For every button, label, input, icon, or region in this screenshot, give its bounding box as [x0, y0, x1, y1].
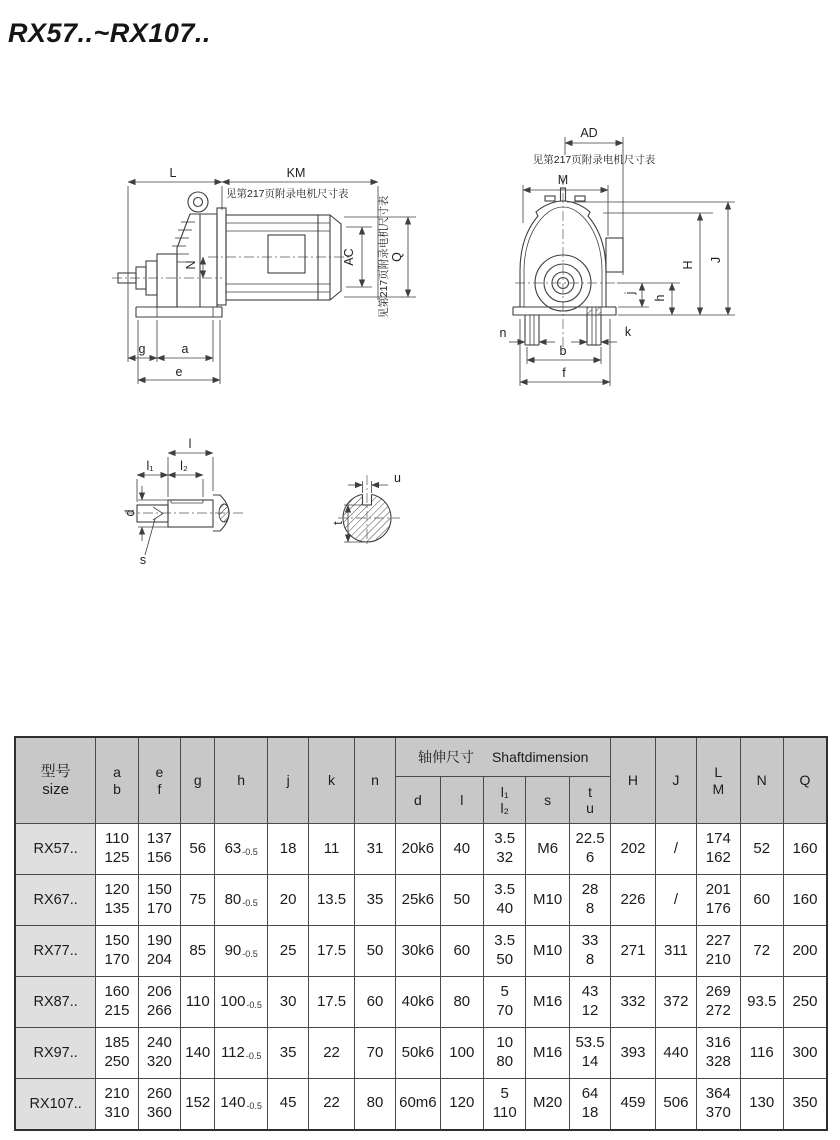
dim-label-AC: AC	[342, 248, 356, 266]
cell-ab: 210 310	[96, 1079, 138, 1130]
cell-d: 40k6	[396, 977, 440, 1028]
cell-l12: 3.5 40	[484, 875, 526, 926]
cell-N: 116	[740, 1028, 783, 1079]
cell-d: 60m6	[396, 1079, 440, 1130]
cell-ef: 260 360	[138, 1079, 180, 1130]
cell-g: 140	[181, 1028, 215, 1079]
shaft-section-drawing	[330, 465, 440, 575]
cell-H: 459	[611, 1079, 655, 1130]
dim-label-s: s	[139, 553, 147, 567]
cell-ef: 190 204	[138, 926, 180, 977]
header-ef: e f	[138, 737, 180, 824]
cell-N: 72	[740, 926, 783, 977]
header-l: l	[440, 777, 483, 824]
cell-g: 152	[181, 1079, 215, 1130]
cell-tu: 22.5 6	[569, 824, 610, 875]
cell-j: 30	[267, 977, 308, 1028]
cell-h: 100-0.5	[215, 977, 268, 1028]
cell-n: 35	[354, 875, 395, 926]
cell-LM: 269 272	[697, 977, 740, 1028]
cell-model: RX57..	[15, 824, 96, 875]
header-s: s	[526, 777, 569, 824]
table-row	[15, 875, 827, 926]
cell-Q: 350	[783, 1079, 827, 1130]
cell-J: 440	[655, 1028, 696, 1079]
cell-s: M16	[526, 1028, 569, 1079]
header-model: 型号 size	[15, 737, 96, 824]
cell-Q: 200	[783, 926, 827, 977]
page-title: RX57..~RX107..	[8, 18, 211, 48]
cell-s: M16	[526, 977, 569, 1028]
cell-ef: 150 170	[138, 875, 180, 926]
header-k: k	[309, 737, 354, 824]
cell-j: 25	[267, 926, 308, 977]
cell-ef: 137 156	[138, 824, 180, 875]
dim-label-l: l	[188, 437, 192, 451]
dim-label-g: g	[138, 342, 146, 356]
cell-N: 93.5	[740, 977, 783, 1028]
cell-LM: 201 176	[697, 875, 740, 926]
header-h: h	[215, 737, 268, 824]
cell-j: 20	[267, 875, 308, 926]
motor-note: 见第217页附录电机尺寸表	[226, 188, 349, 200]
header-l1l2: l₁ l₂	[484, 777, 526, 824]
header-d: d	[396, 777, 440, 824]
cell-ab: 150 170	[96, 926, 138, 977]
cell-H: 332	[611, 977, 655, 1028]
cell-J: 506	[655, 1079, 696, 1130]
side-view-drawing	[100, 150, 460, 410]
cell-J: /	[655, 824, 696, 875]
cell-g: 110	[181, 977, 215, 1028]
cell-l: 40	[440, 824, 483, 875]
cell-ab: 160 215	[96, 977, 138, 1028]
cell-H: 393	[611, 1028, 655, 1079]
dimension-table	[14, 736, 828, 1131]
header-N: N	[740, 737, 783, 824]
cell-LM: 227 210	[697, 926, 740, 977]
cell-s: M6	[526, 824, 569, 875]
cell-n: 60	[354, 977, 395, 1028]
cell-LM: 174 162	[697, 824, 740, 875]
cell-s: M10	[526, 926, 569, 977]
cell-l: 120	[440, 1079, 483, 1130]
cell-h: 80-0.5	[215, 875, 268, 926]
cell-h: 90-0.5	[215, 926, 268, 977]
motor-note-front: 见第217页附录电机尺寸表	[532, 154, 656, 166]
front-view-drawing	[475, 115, 795, 405]
cell-k: 17.5	[309, 926, 354, 977]
dim-label-t: t	[331, 521, 345, 525]
dim-label-AD: AD	[580, 126, 598, 140]
dim-label-b: b	[559, 344, 567, 358]
dim-label-f: f	[562, 366, 566, 380]
cell-tu: 28 8	[569, 875, 610, 926]
header-LM: L M	[697, 737, 740, 824]
header-shaft-dimension: 轴伸尺寸 Shaftdimension	[396, 737, 611, 777]
cell-l12: 3.5 50	[484, 926, 526, 977]
cell-g: 75	[181, 875, 215, 926]
table-row	[15, 824, 827, 875]
cell-ef: 206 266	[138, 977, 180, 1028]
cell-N: 60	[740, 875, 783, 926]
side-boss	[606, 238, 623, 272]
dim-label-Q: Q	[390, 252, 404, 262]
cell-h: 63-0.5	[215, 824, 268, 875]
dim-label-e: e	[175, 365, 183, 379]
cell-k: 17.5	[309, 977, 354, 1028]
cell-k: 22	[309, 1028, 354, 1079]
dim-label-d: d	[123, 509, 137, 517]
dim-label-L: L	[169, 166, 177, 180]
cell-Q: 300	[783, 1028, 827, 1079]
cell-model: RX87..	[15, 977, 96, 1028]
cell-n: 70	[354, 1028, 395, 1079]
cell-H: 271	[611, 926, 655, 977]
cell-ef: 240 320	[138, 1028, 180, 1079]
cell-tu: 64 18	[569, 1079, 610, 1130]
cell-tu: 43 12	[569, 977, 610, 1028]
dim-label-n: n	[499, 326, 507, 340]
cell-model: RX107..	[15, 1079, 96, 1130]
terminal-box	[268, 235, 305, 273]
cell-H: 226	[611, 875, 655, 926]
dim-label-a: a	[181, 342, 189, 356]
dim-label-l2: l₂	[180, 459, 188, 473]
cell-l12: 5 110	[484, 1079, 526, 1130]
cell-tu: 33 8	[569, 926, 610, 977]
cell-k: 13.5	[309, 875, 354, 926]
cell-n: 80	[354, 1079, 395, 1130]
header-j: j	[267, 737, 308, 824]
cell-d: 25k6	[396, 875, 440, 926]
cell-Q: 160	[783, 824, 827, 875]
cell-d: 50k6	[396, 1028, 440, 1079]
cell-J: 372	[655, 977, 696, 1028]
header-n: n	[354, 737, 395, 824]
cell-d: 20k6	[396, 824, 440, 875]
cell-J: 311	[655, 926, 696, 977]
cell-ab: 185 250	[96, 1028, 138, 1079]
cell-model: RX77..	[15, 926, 96, 977]
cell-ab: 120 135	[96, 875, 138, 926]
cell-n: 31	[354, 824, 395, 875]
dim-label-M: M	[557, 173, 569, 187]
cell-h: 112-0.5	[215, 1028, 268, 1079]
header-ab: a b	[96, 737, 138, 824]
cell-j: 35	[267, 1028, 308, 1079]
dim-label-H: H	[681, 260, 695, 270]
dim-label-N: N	[184, 260, 198, 270]
cell-Q: 250	[783, 977, 827, 1028]
cell-k: 22	[309, 1079, 354, 1130]
eyebolt	[188, 192, 208, 212]
header-Q: Q	[783, 737, 827, 824]
cell-LM: 316 328	[697, 1028, 740, 1079]
header-J: J	[655, 737, 696, 824]
cell-LM: 364 370	[697, 1079, 740, 1130]
cell-l: 80	[440, 977, 483, 1028]
table-row	[15, 926, 827, 977]
cell-l: 60	[440, 926, 483, 977]
cell-g: 85	[181, 926, 215, 977]
header-g: g	[181, 737, 215, 824]
cell-k: 11	[309, 824, 354, 875]
cell-model: RX67..	[15, 875, 96, 926]
cell-J: /	[655, 875, 696, 926]
dim-label-l1: l₁	[146, 459, 154, 473]
cell-model: RX97..	[15, 1028, 96, 1079]
dim-label-u: u	[394, 471, 401, 485]
cell-h: 140-0.5	[215, 1079, 268, 1130]
cell-n: 50	[354, 926, 395, 977]
dim-label-h: h	[653, 294, 667, 302]
cell-N: 130	[740, 1079, 783, 1130]
dim-label-KM: KM	[286, 166, 306, 180]
header-H: H	[611, 737, 655, 824]
cell-l12: 10 80	[484, 1028, 526, 1079]
dim-label-J: J	[709, 256, 723, 264]
cell-ab: 110 125	[96, 824, 138, 875]
cell-d: 30k6	[396, 926, 440, 977]
cell-Q: 160	[783, 875, 827, 926]
cell-l: 50	[440, 875, 483, 926]
dim-label-j: j	[623, 291, 637, 295]
cell-s: M20	[526, 1079, 569, 1130]
shaft-detail-drawing	[105, 425, 335, 585]
cell-l: 100	[440, 1028, 483, 1079]
cell-j: 45	[267, 1079, 308, 1130]
header-tu: t u	[569, 777, 610, 824]
cell-N: 52	[740, 824, 783, 875]
motor-note-vertical: 见第217页附录电机尺寸表	[378, 195, 390, 319]
cell-l12: 3.5 32	[484, 824, 526, 875]
cell-s: M10	[526, 875, 569, 926]
cell-j: 18	[267, 824, 308, 875]
cell-H: 202	[611, 824, 655, 875]
cell-g: 56	[181, 824, 215, 875]
table-row	[15, 1079, 827, 1130]
cell-l12: 5 70	[484, 977, 526, 1028]
cell-tu: 53.5 14	[569, 1028, 610, 1079]
dim-label-k: k	[624, 325, 632, 339]
table-row	[15, 977, 827, 1028]
table-row	[15, 1028, 827, 1079]
